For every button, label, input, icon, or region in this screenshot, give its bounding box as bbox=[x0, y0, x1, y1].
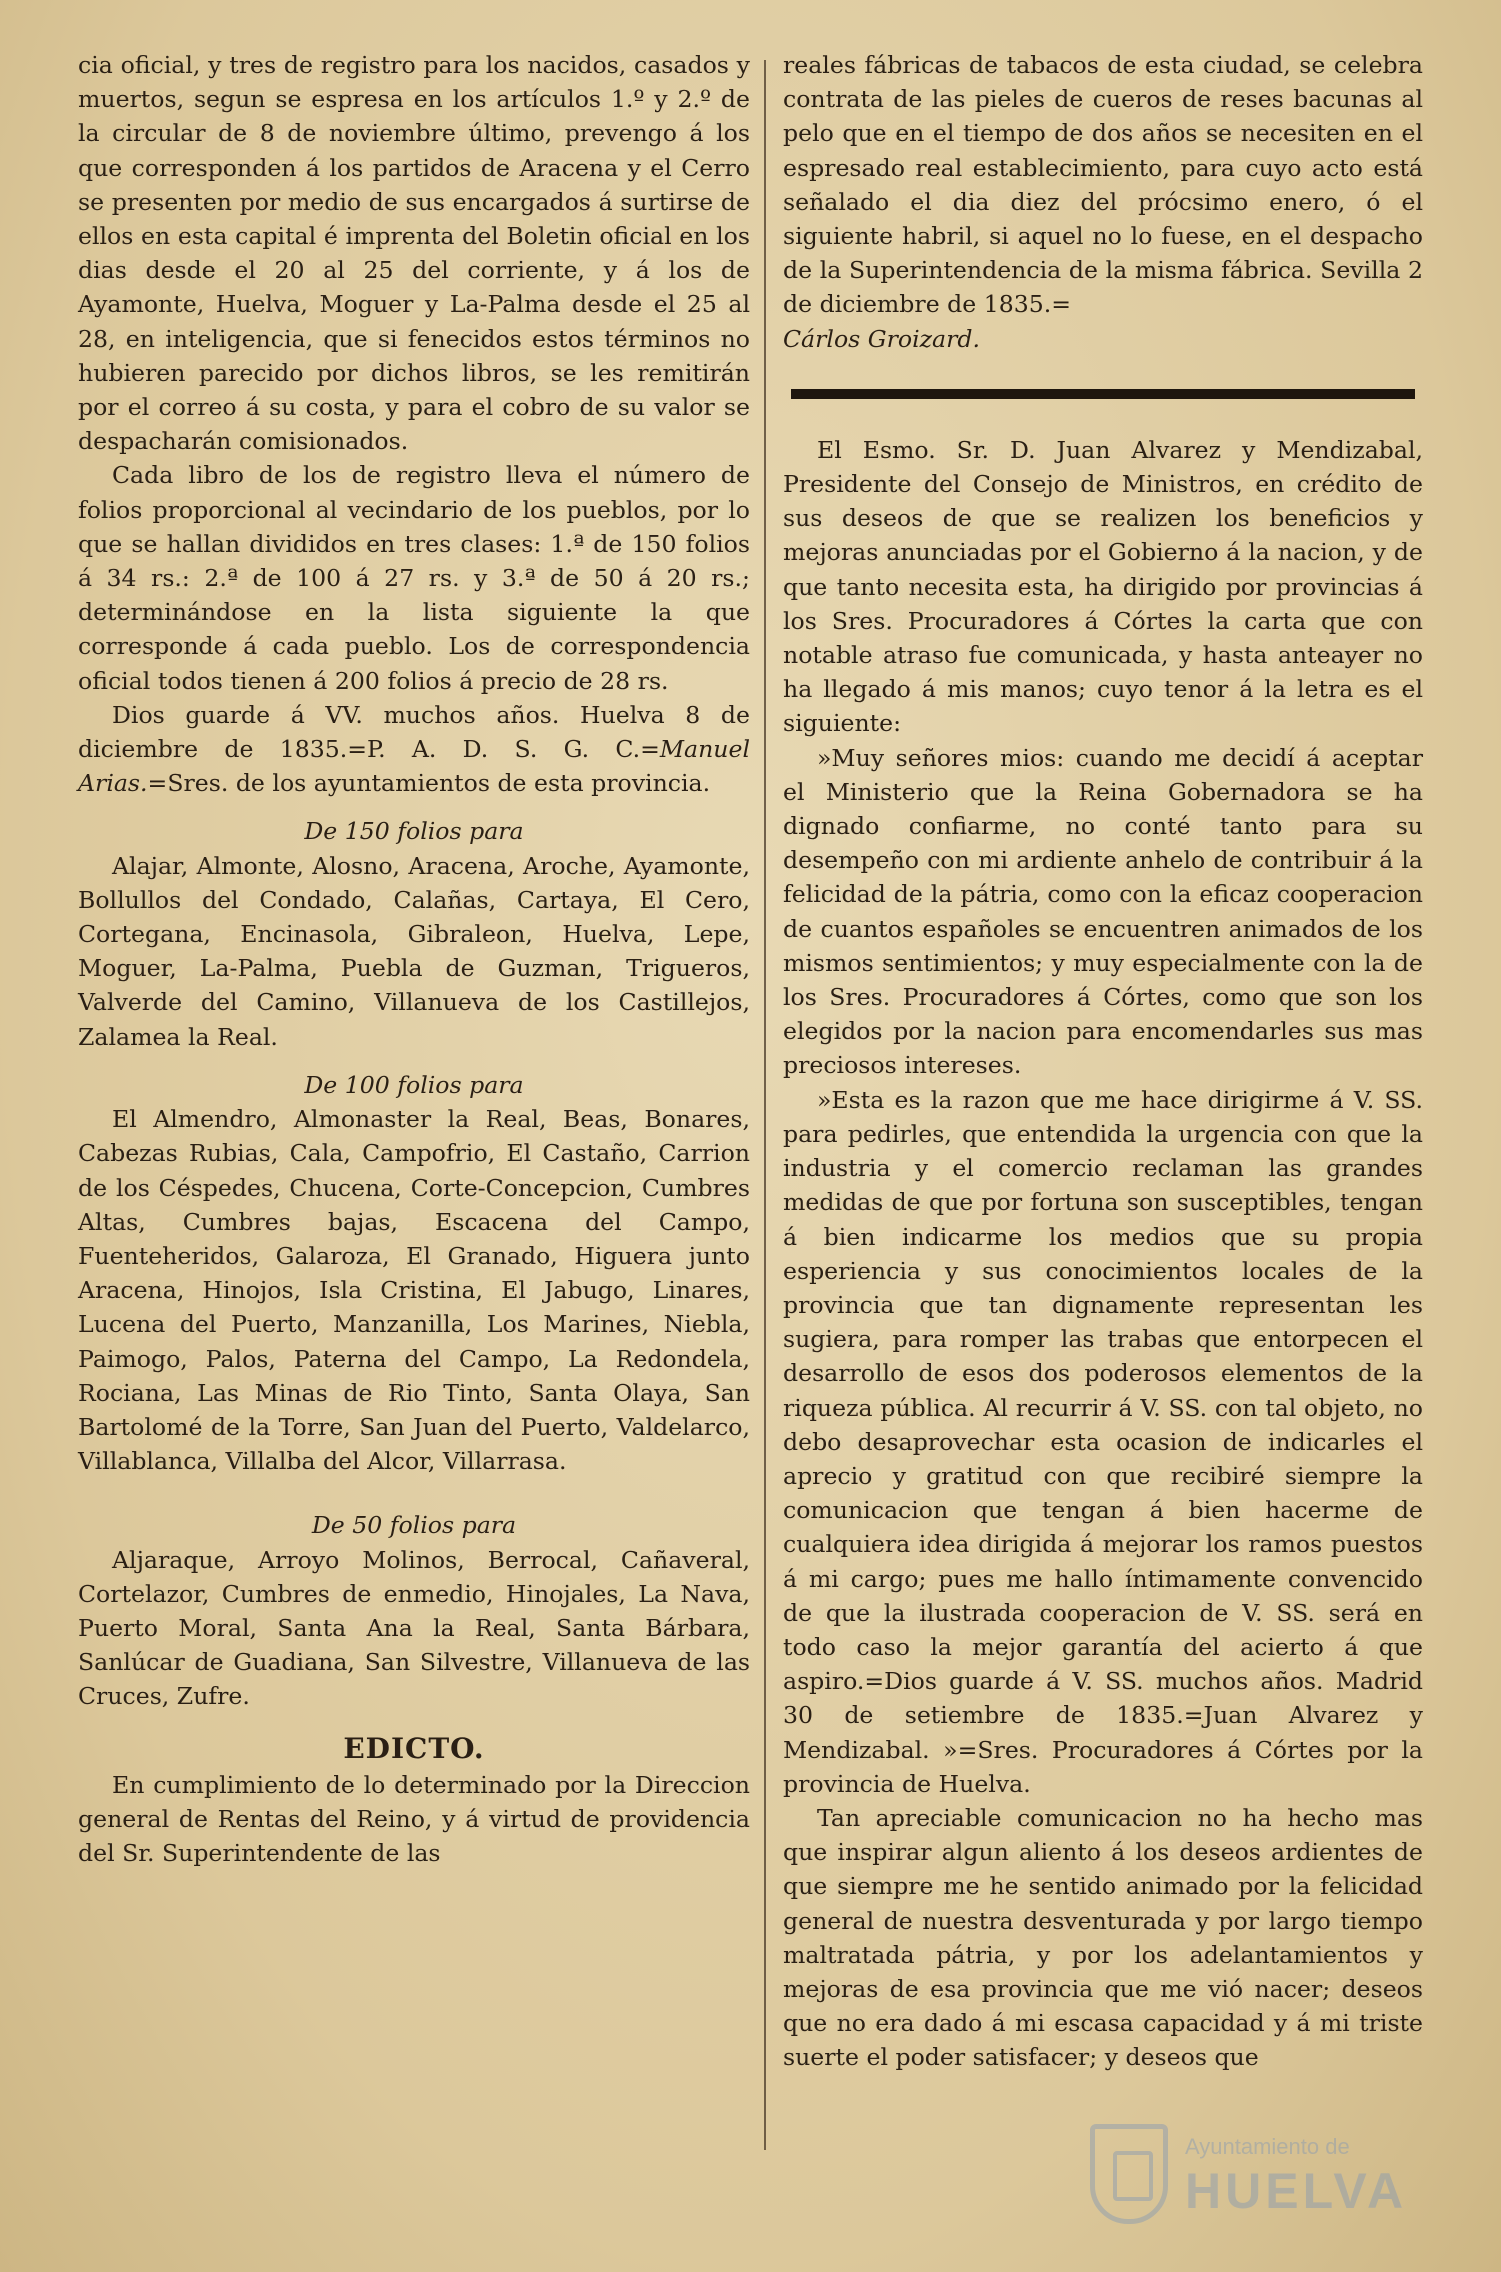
contrata-text: reales fábricas de tabacos de esta ciudad, se celebra contrata de las pieles de cueros de reses bacunas al pelo que en el tiempo de dos años se necesiten en el espresado real establecimiento, para cuyo acto está señalado el dia diez del prócsimo enero, ó el siguiente habril, si aquel no lo fuese, en el despacho de la Superintendencia de la misma fábrica. Sevilla 2 de diciembre de 1835.= bbox=[783, 51, 1423, 319]
signature-carlos-groizard: Cárlos Groizard. bbox=[783, 324, 981, 353]
watermark-line-1: Ayuntamiento de bbox=[1185, 2134, 1350, 2159]
letter-paragraph-2: »Esta es la razon que me hace dirigirme á V. SS. para pedirles, que entendida la urgencia con que la industria y el comercio reclaman las grandes medidas de que por fortuna son susceptibles, tengan á bien indicarme los medios que su propia esperiencia y sus conocimientos locales de la provincia que tan dignamente representan les sugiera, para romper las trabas que entorpecen el desarrollo de esos dos poderosos elementos de la riqueza pública. Al recurrir á V. SS. con tal objeto, no debo desaprovechar esta ocasion de indicarles el aprecio y gratitud con que recibiré siempre la comunicacion que tengan á bien hacerme de cualquiera idea dirigida á mejorar los ramos puestos á mi cargo; pues me hallo íntimamente convencido de que la ilustrada cooperacion de V. SS. será en todo caso la mejor garantía del acierto á que aspiro.=Dios guarde á V. SS. muchos años. Madrid 30 de setiembre de 1835.=Juan Alvarez y Mendizabal. »=Sres. Procuradores á Córtes por la provincia de Huelva. bbox=[783, 1085, 1423, 1798]
circular-closing bbox=[78, 698, 750, 801]
edicto-paragraph: En cumplimiento de lo determinado por la Direccion general de Rentas del Reino, y á virtud de providencia del Sr. Superintendente de las bbox=[78, 1770, 750, 1868]
signature-manuel-arias: Manuel Arias. bbox=[78, 735, 750, 798]
list-150-folios: Alajar, Almonte, Alosno, Aracena, Aroche, Ayamonte, Bollullos del Condado, Calañas, Cartaya, El Cero, Cortegana, Encinasola, Gibraleon, Huelva, Lepe, Moguer, La-Palma, Puebla de Guzman, Trigueros, Valverde del Camino, Villanueva de los Castillejos, Zalamea la Real. bbox=[78, 851, 750, 1051]
left-column bbox=[78, 48, 750, 1870]
column-divider bbox=[764, 60, 766, 2150]
circular-paragraph-2: Cada libro de los de registro lleva el número de folios proporcional al vecindario de los pueblos, por lo que se hallan divididos en tres clases: 1.ª de 150 folios á 34 rs.: 2.ª de 100 á 27 rs. y 3.ª de 50 á 20 rs.; determinándose en la lista siguiente la que corresponde á cada pueblo. Los de correspondencia oficial todos tienen á 200 folios á precio de 28 rs. bbox=[78, 461, 750, 695]
edicto-title: EDICTO. bbox=[343, 1731, 485, 1765]
closing-text: Dios guarde á VV. muchos años. Huelva 8 de diciembre de 1835.=P. A. D. S. G. C.= bbox=[78, 700, 750, 764]
contrata-paragraph bbox=[783, 48, 1423, 356]
watermark-line-2: HUELVA bbox=[1185, 2163, 1408, 2219]
letter-paragraph-1: »Muy señores mios: cuando me decidí á aceptar el Ministerio que la Reina Gobernadora se ha dignado confiarme, no conté tanto para su desempeño con mi ardiente anhelo de contribuir á la felicidad de la pátria, como con la eficaz cooperacion de cuantos españoles se encuentren animados de los mismos sentimientos; y muy especialmente con la de los Sres. Procuradores á Córtes, como que son los elegidos por la nacion para encomendarles sus mas preciosos intereses. bbox=[783, 743, 1423, 1080]
ayuntamiento-huelva-watermark bbox=[1090, 2118, 1450, 2238]
heading-150-folios: De 150 folios para bbox=[304, 817, 524, 846]
mendizabal-intro: El Esmo. Sr. D. Juan Alvarez y Mendizabal, Presidente del Consejo de Ministros, en crédito de sus deseos de que se realizen los beneficios y mejoras anunciadas por el Gobierno á la nacion, y de que tanto necesita esta, ha dirigido por provincias á los Sres. Procuradores á Córtes la carta que con notable atraso fue comunicada, y hasta anteayer no ha llegado á mis manos; cuyo tenor á la letra es el siguiente: bbox=[783, 435, 1423, 738]
list-100-folios: El Almendro, Almonaster la Real, Beas, Bonares, Cabezas Rubias, Cala, Campofrio, El Castaño, Carrion de los Céspedes, Chucena, Corte-Concepcion, Cumbres Altas, Cumbres bajas, Escacena del Campo, Fuenteheridos, Galaroza, El Granado, Higuera junto Aracena, Hinojos, Isla Cristina, El Jabugo, Linares, Lucena del Puerto, Manzanilla, Los Marines, Niebla, Paimogo, Palos, Paterna del Campo, La Redondela, Rociana, Las Minas de Rio Tinto, Santa Olaya, San Bartolomé de la Torre, San Juan del Puerto, Valdelarco, Villablanca, Villalba del Alcor, Villarrasa. bbox=[78, 1105, 750, 1476]
list-50-folios: Aljaraque, Arroyo Molinos, Berrocal, Cañaveral, Cortelazor, Cumbres de enmedio, Hinojales, La Nava, Puerto Moral, Santa Ana la Real, Santa Bárbara, Sanlúcar de Guadiana, San Silvestre, Villanueva de las Cruces, Zufre. bbox=[78, 1545, 750, 1711]
heading-50-folios: De 50 folios para bbox=[311, 1511, 517, 1540]
section-separator-rule bbox=[791, 389, 1415, 399]
right-column bbox=[783, 48, 1423, 2075]
heading-100-folios: De 100 folios para bbox=[304, 1070, 524, 1099]
coat-of-arms-icon bbox=[1090, 2124, 1168, 2224]
circular-paragraph-1: cia oficial, y tres de registro para los nacidos, casados y muertos, segun se espresa en los artículos 1.º y 2.º de la circular de 8 de noviembre último, prevengo á los que corresponden á los partidos de Aracena y el Cerro se presenten por medio de sus encargados á surtirse de ellos en esta capital é imprenta del Boletin oficial en los dias desde el 20 al 25 del corriente, y á los de Ayamonte, Huelva, Moguer y La-Palma desde el 25 al 28, en inteligencia, que si fenecidos estos términos no hubieren parecido por dichos libros, se les remitirán por el correo á su costa, y para el cobro de su valor se despacharán comisionados. bbox=[78, 51, 750, 456]
response-paragraph: Tan apreciable comunicacion no ha hecho mas que inspirar algun aliento á los deseos ardientes de que siempre me he sentido animado por la felicidad general de nuestra desventurada y por largo tiempo maltratada pátria, y por los adelantamientos y mejoras de esa provincia que me vió nacer; deseos que no era dado á mi escasa capacidad y á mi triste suerte el poder satisfacer; y deseos que bbox=[783, 1803, 1423, 2072]
closing-tail: =Sres. de los ayuntamientos de esta provincia. bbox=[147, 769, 711, 798]
